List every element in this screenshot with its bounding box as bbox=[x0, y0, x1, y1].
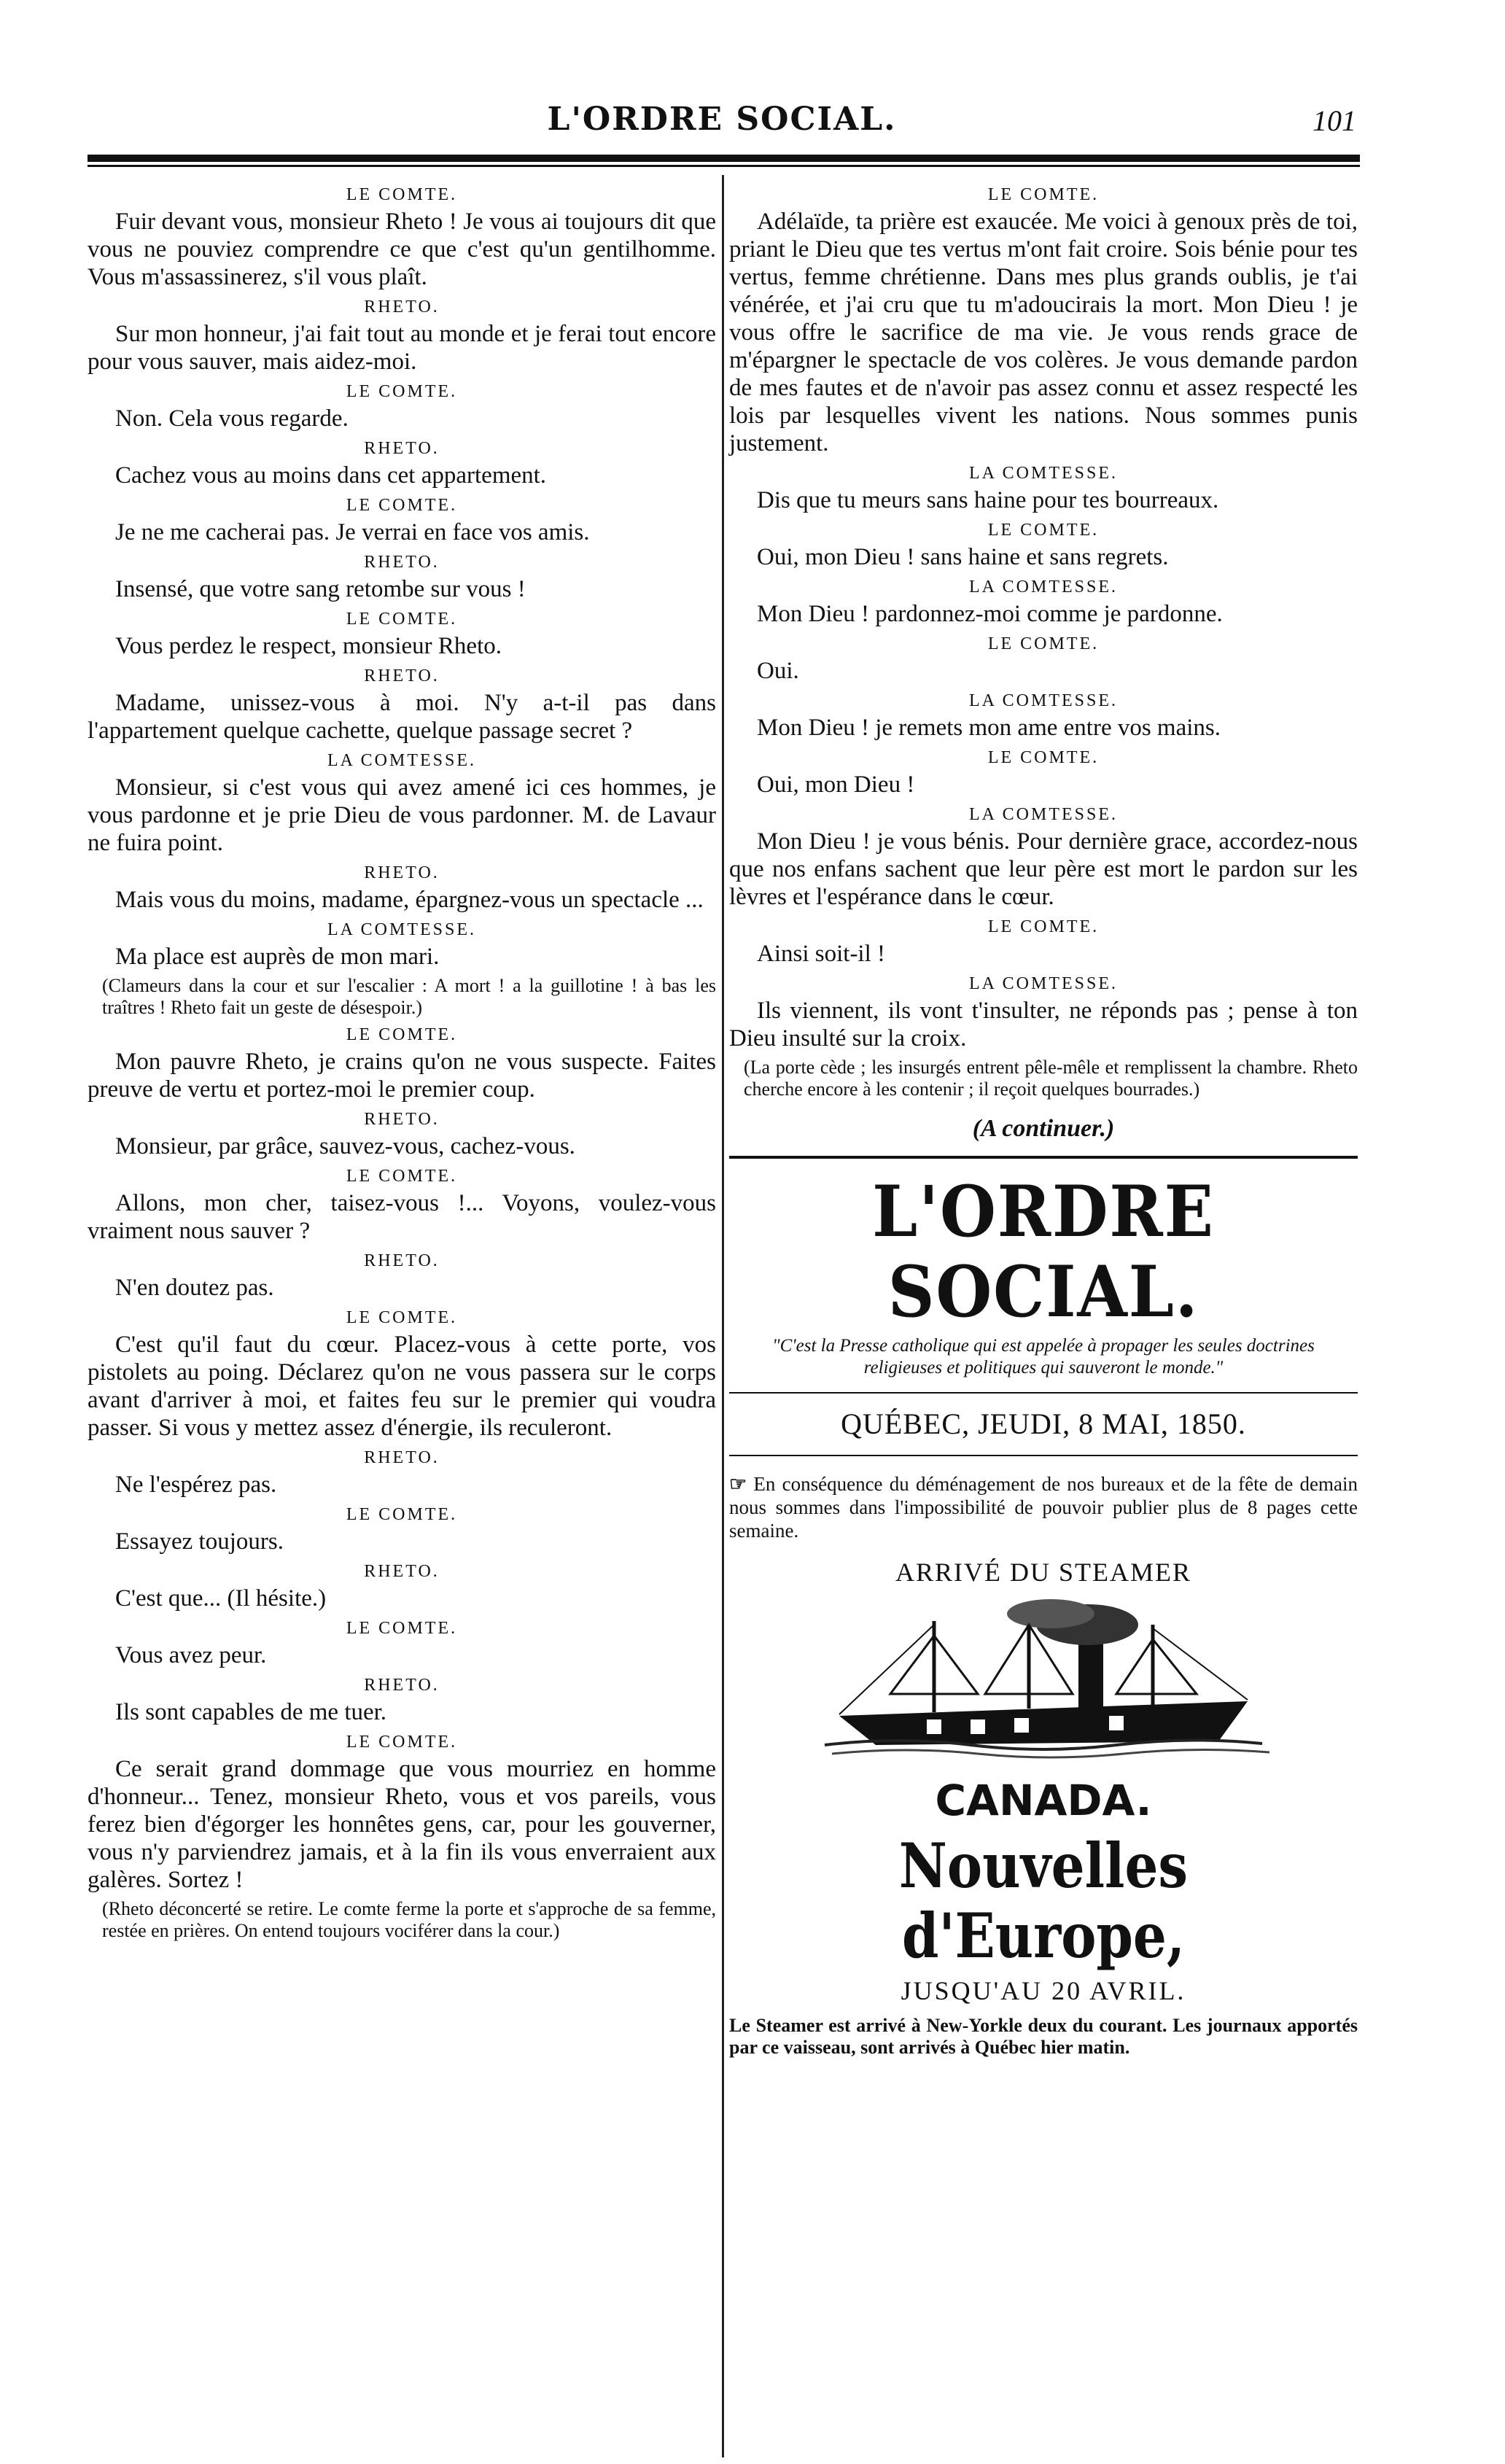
page-header bbox=[88, 101, 1356, 144]
dialogue-paragraph: Ils sont capables de me tuer. bbox=[115, 1699, 387, 1725]
pointing-hand-icon: ☞ bbox=[729, 1473, 747, 1495]
section-rule bbox=[729, 1156, 1358, 1159]
speaker-name: LA COMTESSE. bbox=[327, 920, 477, 939]
dialogue-paragraph: Mon pauvre Rheto, je crains qu'on ne vous suspecte. Faites preuve de vertu et portez-moi le premier coup. bbox=[88, 1049, 716, 1103]
news-body: Le Steamer est arrivé à New-Yorkle deux du courant. Les journaux apportés par ce vaisseau, sont arrivés à Québec hier matin. bbox=[729, 2015, 1358, 2058]
dialogue-paragraph: Oui, mon Dieu ! sans haine et sans regrets. bbox=[757, 544, 1169, 570]
speaker-name: RHETO. bbox=[364, 1676, 440, 1695]
stage-direction: (Clameurs dans la cour et sur l'escalier : A mort ! a la guillotine ! à bas les traîtres ! Rheto fait un geste de désespoir.) bbox=[102, 975, 716, 1018]
continuation-note: (A continuer.) bbox=[972, 1115, 1115, 1142]
speaker-name: LE COMTE. bbox=[346, 1505, 458, 1524]
speaker-name: RHETO. bbox=[364, 1448, 440, 1467]
dialogue-paragraph: Madame, unissez-vous à moi. N'y a-t-il pas dans l'appartement quelque cachette, quelque passage secret ? bbox=[88, 690, 716, 744]
dialogue-paragraph: Non. Cela vous regarde. bbox=[115, 405, 349, 432]
ship-name: CANADA. bbox=[935, 1776, 1152, 1825]
news-subhead: JUSQU'AU 20 AVRIL. bbox=[901, 1976, 1186, 2005]
dialogue-paragraph: Je ne me cacherai pas. Je verrai en face vos amis. bbox=[115, 519, 590, 545]
speaker-name: RHETO. bbox=[364, 553, 440, 572]
speaker-name: LA COMTESSE. bbox=[968, 691, 1119, 710]
speaker-name: LE COMTE. bbox=[987, 521, 1100, 540]
speaker-name: LE COMTE. bbox=[987, 634, 1100, 653]
speaker-name: LE COMTE. bbox=[987, 748, 1100, 767]
dialogue-paragraph: Ainsi soit-il ! bbox=[757, 941, 886, 967]
speaker-name: LE COMTE. bbox=[987, 185, 1100, 204]
dialogue-paragraph: Cachez vous au moins dans cet appartement. bbox=[115, 462, 547, 489]
speaker-name: LE COMTE. bbox=[346, 496, 458, 515]
speaker-name: LE COMTE. bbox=[346, 610, 458, 629]
notice-text: En conséquence du déménagement de nos bureaux et de la fête de demain nous sommes dans l'impossibilité de pouvoir publier plus de 8 pages cette semaine. bbox=[729, 1473, 1358, 1542]
dialogue-paragraph: Sur mon honneur, j'ai fait tout au monde et je ferai tout encore pour vous sauver, mais aidez-moi. bbox=[88, 321, 716, 375]
dialogue-paragraph: C'est qu'il faut du cœur. Placez-vous à cette porte, vos pistolets au poing. Déclarez qu'on ne vous passera sur le corps avant d'arriver à moi, et faites feu sur le premier qui voudra passer. Si vous y mettez assez d'énergie, ils reculeront. bbox=[88, 1332, 716, 1441]
speaker-name: RHETO. bbox=[364, 439, 440, 458]
dialogue-paragraph: Allons, mon cher, taisez-vous !... Voyons, voulez-vous vraiment nous sauver ? bbox=[88, 1190, 716, 1244]
page-number: 101 bbox=[1312, 104, 1356, 137]
dialogue-paragraph: Vous perdez le respect, monsieur Rheto. bbox=[115, 633, 502, 659]
dialogue-paragraph: Insensé, que votre sang retombe sur vous ! bbox=[115, 576, 526, 602]
speaker-name: LA COMTESSE. bbox=[327, 751, 477, 770]
dialogue-paragraph: Mon Dieu ! je remets mon ame entre vos mains. bbox=[757, 715, 1221, 741]
speaker-name: RHETO. bbox=[364, 298, 440, 316]
dialogue-paragraph: Essayez toujours. bbox=[115, 1528, 284, 1555]
speaker-name: LE COMTE. bbox=[987, 917, 1100, 936]
dialogue-paragraph: Ils viennent, ils vont t'insulter, ne réponds pas ; pense à ton Dieu insulté sur la croix. bbox=[729, 998, 1358, 1052]
dialogue-paragraph: Oui. bbox=[757, 658, 799, 684]
speaker-name: RHETO. bbox=[364, 666, 440, 685]
speaker-name: LE COMTE. bbox=[346, 1308, 458, 1327]
speaker-name: LA COMTESSE. bbox=[968, 974, 1119, 993]
dialogue-paragraph: Adélaïde, ta prière est exaucée. Me voici à genoux près de toi, priant le Dieu que tes vertus m'ont fait croire. Sois bénie pour tes vertus, femme chrétienne. Dans mes plus grands oublis, je t'ai vénérée, et j'ai cru que tu m'adoucirais la mort. Mon Dieu ! je vous offre le sacrifice de ma vie. Je vous rends grace de m'épargner le spectacle de vos colères. Je vous demande pardon de mes fautes et de n'avoir pas assez connu et assez respecté les lois par lesquelles vivent les nations. Nous sommes punis justement. bbox=[729, 209, 1358, 456]
dialogue-paragraph: Monsieur, par grâce, sauvez-vous, cachez-vous. bbox=[115, 1133, 575, 1159]
dialogue-paragraph: Mon Dieu ! je vous bénis. Pour dernière grace, accordez-nous que nos enfans sachent que leur père est mort le pardon sur les lèvres et l'espérance dans le cœur. bbox=[729, 828, 1358, 910]
speaker-name: LE COMTE. bbox=[346, 1619, 458, 1638]
speaker-name: LE COMTE. bbox=[346, 1167, 458, 1186]
speaker-name: LE COMTE. bbox=[346, 382, 458, 401]
header-rule bbox=[88, 155, 1360, 162]
left-column bbox=[88, 179, 716, 1946]
dateline-rule-bottom bbox=[729, 1455, 1358, 1456]
steamship-icon bbox=[810, 1592, 1277, 1774]
speaker-name: RHETO. bbox=[364, 1562, 440, 1581]
right-column-dialogue bbox=[729, 183, 1358, 1100]
right-column bbox=[729, 179, 1358, 2059]
dialogue-paragraph: Mais vous du moins, madame, épargnez-vous un spectacle ... bbox=[115, 887, 704, 913]
speaker-name: RHETO. bbox=[364, 863, 440, 882]
dialogue-paragraph: Mon Dieu ! pardonnez-moi comme je pardonne. bbox=[757, 601, 1223, 627]
speaker-name: LA COMTESSE. bbox=[968, 805, 1119, 824]
speaker-name: RHETO. bbox=[364, 1110, 440, 1129]
news-headline: Nouvelles d'Europe, bbox=[898, 1830, 1189, 1972]
dialogue-paragraph: Dis que tu meurs sans haine pour tes bourreaux. bbox=[757, 487, 1219, 513]
dialogue-paragraph: N'en doutez pas. bbox=[115, 1275, 274, 1301]
speaker-name: LE COMTE. bbox=[346, 185, 458, 204]
dateline-rule-top bbox=[729, 1392, 1358, 1394]
running-title: L'ORDRE SOCIAL. bbox=[547, 101, 897, 138]
column-divider bbox=[722, 175, 724, 2457]
masthead-motto: "C'est la Presse catholique qui est appelée à propager les seules doctrines religieuses et politiques qui sauveront le monde." bbox=[772, 1336, 1315, 1377]
dialogue-paragraph: Ce serait grand dommage que vous mourriez en homme d'honneur... Tenez, monsieur Rheto, vous et vos pareils, vous ferez bien d'égorger les honnêtes gens, car, pour les gouverner, vous n'y parviendrez jamais, et à la fin ils vous enverraient aux galères. Sortez ! bbox=[88, 1756, 716, 1893]
speaker-name: LA COMTESSE. bbox=[968, 578, 1119, 596]
stage-direction: (La porte cède ; les insurgés entrent pêle-mêle et remplissent la chambre. Rheto cherche encore à les contenir ; il reçoit quelques bourrades.) bbox=[744, 1057, 1358, 1100]
dialogue-paragraph: Oui, mon Dieu ! bbox=[757, 772, 915, 798]
dateline: QUÉBEC, JEUDI, 8 MAI, 1850. bbox=[841, 1407, 1246, 1440]
speaker-name: LA COMTESSE. bbox=[968, 464, 1119, 483]
dialogue-paragraph: Ne l'espérez pas. bbox=[115, 1472, 277, 1498]
notice-paragraph bbox=[729, 1472, 1358, 1542]
dialogue-paragraph: C'est que... (Il hésite.) bbox=[115, 1585, 327, 1612]
dialogue-paragraph: Monsieur, si c'est vous qui avez amené ici ces hommes, je vous pardonne et je prie Dieu de vous pardonner. M. de Lavaur ne fuira point. bbox=[88, 774, 716, 856]
dialogue-paragraph: Ma place est auprès de mon mari. bbox=[115, 944, 440, 970]
speaker-name: LE COMTE. bbox=[346, 1733, 458, 1752]
speaker-name: LE COMTE. bbox=[346, 1025, 458, 1044]
dialogue-paragraph: Fuir devant vous, monsieur Rheto ! Je vous ai toujours dit que vous ne pouviez comprendre ce que c'est qu'un gentilhomme. Vous m'assassinerez, s'il vous plaît. bbox=[88, 209, 716, 290]
stage-direction: (Rheto déconcerté se retire. Le comte ferme la porte et s'approche de sa femme, restée en prières. On entend toujours vociférer dans la cour.) bbox=[102, 1898, 716, 1941]
header-rule-thin bbox=[88, 165, 1360, 167]
masthead-title: L'ORDRE SOCIAL. bbox=[872, 1170, 1215, 1333]
dialogue-paragraph: Vous avez peur. bbox=[115, 1642, 267, 1668]
speaker-name: RHETO. bbox=[364, 1251, 440, 1270]
arrival-heading: ARRIVÉ DU STEAMER bbox=[895, 1558, 1191, 1587]
